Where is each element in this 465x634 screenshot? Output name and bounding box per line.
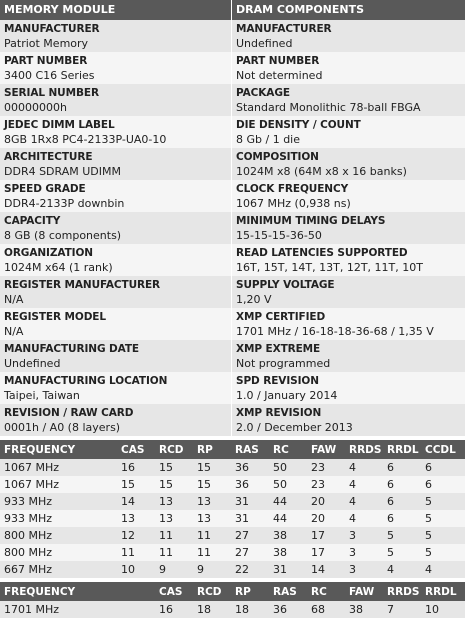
timing-column-header: RRDS — [345, 440, 383, 459]
dram-field-label: CLOCK FREQUENCY — [236, 183, 349, 195]
module-info-cell — [0, 276, 232, 308]
timing-cell: 11 — [155, 544, 193, 561]
timing-cell: 10 — [117, 561, 155, 578]
module-field-label: PART NUMBER — [4, 55, 88, 67]
timing-column-header: FAW — [307, 440, 345, 459]
module-field-value: N/A — [4, 293, 24, 306]
info-row — [0, 116, 465, 148]
module-field-label: SPEED GRADE — [4, 183, 86, 195]
module-field-value: 8GB 1Rx8 PC4-2133P-UA0-10 — [4, 133, 167, 146]
dram-info-cell — [232, 148, 465, 180]
dram-info-cell — [232, 308, 465, 340]
timing-cell: 4 — [421, 561, 465, 578]
dram-field-value: 1024M x8 (64M x8 x 16 banks) — [236, 165, 407, 178]
timing-cell: 50 — [269, 476, 307, 493]
info-row — [0, 148, 465, 180]
module-info-cell — [0, 404, 232, 436]
timing-cell: 27 — [231, 544, 269, 561]
module-field-value: Taipei, Taiwan — [4, 389, 80, 402]
timing-cell: 31 — [231, 493, 269, 510]
timing-cell: 933 MHz — [0, 510, 117, 527]
module-info-cell — [0, 372, 232, 404]
timing-cell: 44 — [269, 510, 307, 527]
timing-row — [0, 527, 465, 544]
xmp-column-header: CAS — [155, 582, 193, 601]
timing-cell: 17 — [307, 544, 345, 561]
xmp-column-header: FAW — [345, 582, 383, 601]
timing-cell: 4 — [345, 493, 383, 510]
module-field-label: MANUFACTURING DATE — [4, 343, 139, 355]
dram-info-cell — [232, 212, 465, 244]
module-field-value: DDR4 SDRAM UDIMM — [4, 165, 121, 178]
timing-cell: 16 — [117, 459, 155, 476]
dram-field-value: Undefined — [236, 37, 293, 50]
timing-cell: 11 — [117, 544, 155, 561]
dram-field-value: Not determined — [236, 69, 323, 82]
module-field-label: REGISTER MODEL — [4, 311, 106, 323]
module-field-value: DDR4-2133P downbin — [4, 197, 125, 210]
xmp-column-header: FREQUENCY — [0, 582, 155, 601]
timing-cell: 13 — [155, 493, 193, 510]
timing-column-header: CAS — [117, 440, 155, 459]
dram-field-label: PART NUMBER — [236, 55, 320, 67]
xmp-cell: 68 — [307, 601, 345, 618]
timing-cell: 20 — [307, 510, 345, 527]
xmp-timing-table — [0, 582, 465, 618]
timing-cell: 3 — [345, 527, 383, 544]
dram-field-value: 1.0 / January 2014 — [236, 389, 338, 402]
timing-cell: 667 MHz — [0, 561, 117, 578]
module-field-value: Patriot Memory — [4, 37, 89, 50]
xmp-cell: 18 — [231, 601, 269, 618]
timing-cell: 1067 MHz — [0, 476, 117, 493]
timing-cell: 31 — [231, 510, 269, 527]
timing-cell: 933 MHz — [0, 493, 117, 510]
dram-info-cell — [232, 404, 465, 436]
xmp-cell: 36 — [269, 601, 307, 618]
dram-field-value: Standard Monolithic 78-ball FBGA — [236, 101, 421, 114]
timing-row — [0, 561, 465, 578]
module-info-cell — [0, 52, 232, 84]
module-field-label: MANUFACTURING LOCATION — [4, 375, 168, 387]
xmp-column-header: RP — [231, 582, 269, 601]
timing-cell: 5 — [421, 510, 465, 527]
info-rows — [0, 20, 465, 436]
module-info-cell — [0, 116, 232, 148]
xmp-column-header: RCD — [193, 582, 231, 601]
module-field-label: REVISION / RAW CARD — [4, 407, 134, 419]
xmp-cell: 16 — [155, 601, 193, 618]
module-field-value: 00000000h — [4, 101, 67, 114]
info-header-row — [0, 0, 465, 20]
timing-cell: 14 — [307, 561, 345, 578]
dram-field-value: 1701 MHz / 16-18-18-36-68 / 1,35 V — [236, 325, 434, 338]
dram-field-label: COMPOSITION — [236, 151, 319, 163]
dram-info-cell — [232, 372, 465, 404]
timing-row — [0, 476, 465, 493]
xmp-cell: 7 — [383, 601, 421, 618]
xmp-column-header: RAS — [269, 582, 307, 601]
timing-cell: 6 — [383, 476, 421, 493]
module-info-cell — [0, 180, 232, 212]
timing-cell: 6 — [421, 476, 465, 493]
info-row — [0, 404, 465, 436]
timing-cell: 6 — [383, 493, 421, 510]
timing-cell: 36 — [231, 459, 269, 476]
dram-field-value: 16T, 15T, 14T, 13T, 12T, 11T, 10T — [236, 261, 423, 274]
dram-field-label: XMP EXTREME — [236, 343, 321, 355]
timing-cell: 5 — [421, 544, 465, 561]
module-info-cell — [0, 340, 232, 372]
timing-column-header: RP — [193, 440, 231, 459]
timing-cell: 14 — [117, 493, 155, 510]
info-row — [0, 180, 465, 212]
dram-field-value: 1067 MHz (0,938 ns) — [236, 197, 351, 210]
dram-field-value: 2.0 / December 2013 — [236, 421, 353, 434]
dram-info-cell — [232, 340, 465, 372]
timing-cell: 6 — [383, 510, 421, 527]
timing-cell: 4 — [383, 561, 421, 578]
dram-field-label: MINIMUM TIMING DELAYS — [236, 215, 386, 227]
info-row — [0, 84, 465, 116]
module-info-cell — [0, 84, 232, 116]
module-field-value: Undefined — [4, 357, 61, 370]
module-info-cell — [0, 20, 232, 52]
dram-field-value: 8 Gb / 1 die — [236, 133, 301, 146]
xmp-column-header: RRDL — [421, 582, 465, 601]
timing-cell: 23 — [307, 459, 345, 476]
xmp-column-header: RC — [307, 582, 345, 601]
dram-info-cell — [232, 84, 465, 116]
timing-cell: 13 — [155, 510, 193, 527]
module-field-label: REGISTER MANUFACTURER — [4, 279, 161, 291]
dram-field-label: DIE DENSITY / COUNT — [236, 119, 361, 131]
xmp-body — [0, 601, 465, 618]
memory-module-header: MEMORY MODULE — [0, 0, 232, 20]
module-field-value: 3400 C16 Series — [4, 69, 95, 82]
timing-column-header: RRDL — [383, 440, 421, 459]
timing-cell: 5 — [421, 527, 465, 544]
dram-components-header: DRAM COMPONENTS — [232, 0, 465, 20]
module-field-value: 0001h / A0 (8 layers) — [4, 421, 121, 434]
dram-field-label: XMP REVISION — [236, 407, 322, 419]
timing-cell: 5 — [383, 544, 421, 561]
info-row — [0, 372, 465, 404]
module-field-label: JEDEC DIMM LABEL — [4, 119, 115, 131]
xmp-header-row — [0, 582, 465, 601]
timing-cell: 15 — [193, 459, 231, 476]
timing-cell: 23 — [307, 476, 345, 493]
module-field-value: 1024M x64 (1 rank) — [4, 261, 113, 274]
timing-cell: 50 — [269, 459, 307, 476]
module-field-label: ORGANIZATION — [4, 247, 93, 259]
timing-header-row — [0, 440, 465, 459]
timing-row — [0, 493, 465, 510]
timing-cell: 5 — [383, 527, 421, 544]
xmp-cell: 18 — [193, 601, 231, 618]
xmp-cell: 38 — [345, 601, 383, 618]
dram-field-label: READ LATENCIES SUPPORTED — [236, 247, 408, 259]
info-row — [0, 244, 465, 276]
dram-info-cell — [232, 52, 465, 84]
timing-cell: 44 — [269, 493, 307, 510]
dram-field-label: XMP CERTIFIED — [236, 311, 326, 323]
timing-cell: 38 — [269, 527, 307, 544]
dram-info-cell — [232, 180, 465, 212]
timing-cell: 13 — [193, 510, 231, 527]
timing-cell: 5 — [421, 493, 465, 510]
timing-body — [0, 459, 465, 578]
timing-cell: 13 — [117, 510, 155, 527]
info-row — [0, 276, 465, 308]
module-field-label: SERIAL NUMBER — [4, 87, 99, 99]
timing-cell: 9 — [193, 561, 231, 578]
timing-column-header: RC — [269, 440, 307, 459]
dram-field-value: 1,20 V — [236, 293, 272, 306]
timing-cell: 20 — [307, 493, 345, 510]
timing-cell: 4 — [345, 476, 383, 493]
timing-cell: 800 MHz — [0, 544, 117, 561]
xmp-column-header: RRDS — [383, 582, 421, 601]
timing-cell: 3 — [345, 561, 383, 578]
timing-cell: 800 MHz — [0, 527, 117, 544]
timing-cell: 11 — [155, 527, 193, 544]
timing-cell: 9 — [155, 561, 193, 578]
dram-info-cell — [232, 276, 465, 308]
module-info-cell — [0, 244, 232, 276]
timing-cell: 6 — [421, 459, 465, 476]
timing-cell: 15 — [117, 476, 155, 493]
timing-cell: 6 — [383, 459, 421, 476]
dram-field-label: SUPPLY VOLTAGE — [236, 279, 335, 291]
timing-cell: 3 — [345, 544, 383, 561]
info-row — [0, 340, 465, 372]
timing-cell: 38 — [269, 544, 307, 561]
dram-field-label: SPD REVISION — [236, 375, 319, 387]
timing-cell: 4 — [345, 510, 383, 527]
timing-column-header: RAS — [231, 440, 269, 459]
info-row — [0, 52, 465, 84]
timing-cell: 11 — [193, 527, 231, 544]
timing-cell: 4 — [345, 459, 383, 476]
dram-field-value: 15-15-15-36-50 — [236, 229, 322, 242]
timing-cell: 15 — [155, 459, 193, 476]
timing-cell: 22 — [231, 561, 269, 578]
info-row — [0, 308, 465, 340]
module-info-cell — [0, 308, 232, 340]
dram-info-cell — [232, 20, 465, 52]
xmp-cell: 1701 MHz — [0, 601, 155, 618]
module-field-label: MANUFACTURER — [4, 23, 100, 35]
timing-row — [0, 544, 465, 561]
xmp-cell: 10 — [421, 601, 465, 618]
module-info-cell — [0, 212, 232, 244]
xmp-row — [0, 601, 465, 618]
timing-row — [0, 459, 465, 476]
dram-field-value: Not programmed — [236, 357, 331, 370]
module-field-value: 8 GB (8 components) — [4, 229, 122, 242]
timing-cell: 36 — [231, 476, 269, 493]
dram-field-label: MANUFACTURER — [236, 23, 332, 35]
timing-cell: 11 — [193, 544, 231, 561]
dram-info-cell — [232, 244, 465, 276]
timing-cell: 15 — [155, 476, 193, 493]
timing-cell: 1067 MHz — [0, 459, 117, 476]
timing-column-header: CCDL — [421, 440, 465, 459]
timing-cell: 15 — [193, 476, 231, 493]
module-field-value: N/A — [4, 325, 24, 338]
info-row — [0, 212, 465, 244]
timing-cell: 31 — [269, 561, 307, 578]
module-info-cell — [0, 148, 232, 180]
module-field-label: CAPACITY — [4, 215, 61, 227]
timing-cell: 27 — [231, 527, 269, 544]
timing-cell: 17 — [307, 527, 345, 544]
timing-column-header: RCD — [155, 440, 193, 459]
module-field-label: ARCHITECTURE — [4, 151, 93, 163]
dram-info-cell — [232, 116, 465, 148]
dram-field-label: PACKAGE — [236, 87, 290, 99]
timing-column-header: FREQUENCY — [0, 440, 117, 459]
timing-cell: 12 — [117, 527, 155, 544]
info-row — [0, 20, 465, 52]
timing-row — [0, 510, 465, 527]
timing-table — [0, 440, 465, 578]
timing-cell: 13 — [193, 493, 231, 510]
